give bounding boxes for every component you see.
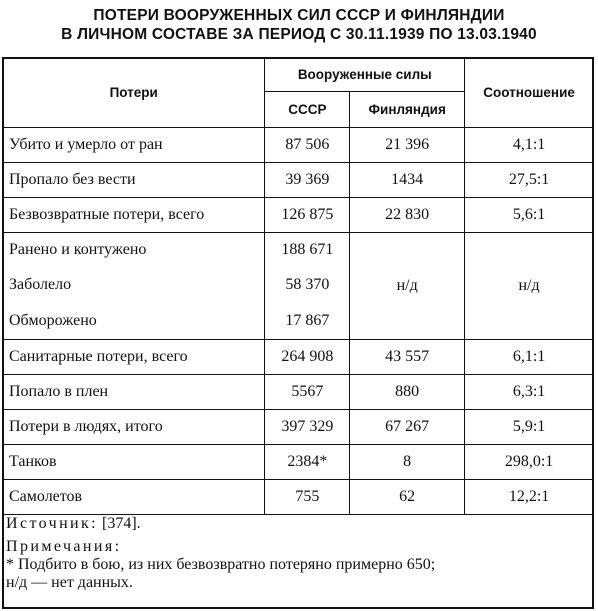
ussr-value: 264 908: [265, 340, 350, 375]
ratio-value: 6,3:1: [465, 375, 594, 410]
finland-merged-value: н/д: [350, 233, 465, 340]
table-title: [0, 6, 598, 44]
source-value: [374].: [102, 515, 141, 532]
row-label: Танков: [3, 445, 265, 480]
ussr-value: 188 671: [265, 233, 350, 268]
ratio-value: 5,9:1: [465, 410, 594, 445]
header-finland: Финляндия: [350, 92, 465, 128]
ussr-value: 87 506: [265, 128, 350, 163]
ratio-value: 5,6:1: [465, 198, 594, 233]
title-line-1: ПОТЕРИ ВООРУЖЕННЫХ СИЛ СССР И ФИНЛЯНДИИ: [93, 7, 505, 24]
source-line: [6, 515, 591, 533]
note-na: н/д — нет данных.: [6, 574, 133, 591]
ussr-value: 17 867: [265, 303, 350, 340]
table-footer: [6, 515, 591, 592]
ratio-value: 4,1:1: [465, 128, 594, 163]
row-label: Убито и умерло от ран: [3, 128, 265, 163]
ussr-value: 2384*: [265, 445, 350, 480]
finland-value: 62: [350, 480, 465, 515]
row-label: Безвозвратные потери, всего: [3, 198, 265, 233]
title-line-2: В ЛИЧНОМ СОСТАВЕ ЗА ПЕРИОД С 30.11.1939 ПО 13.03.1940: [61, 26, 537, 43]
note-asterisk: * Подбито в бою, из них безвозвратно потеряно примерно 650;: [6, 556, 436, 573]
header-losses: Потери: [3, 58, 265, 128]
finland-value: 67 267: [350, 410, 465, 445]
header-armed-forces: Вооруженные силы: [265, 58, 465, 92]
finland-value: 1434: [350, 163, 465, 198]
row-label: Пропало без вести: [3, 163, 265, 198]
notes-label: Примечания:: [6, 538, 122, 555]
row-label: Ранено и контужено: [3, 233, 265, 268]
row-label: Потери в людях, итого: [3, 410, 265, 445]
finland-value: 21 396: [350, 128, 465, 163]
finland-value: 22 830: [350, 198, 465, 233]
row-label: Заболело: [3, 267, 265, 303]
ussr-value: 39 369: [265, 163, 350, 198]
header-ratio: Соотношение: [465, 58, 594, 128]
ratio-value: 27,5:1: [465, 163, 594, 198]
finland-value: 8: [350, 445, 465, 480]
finland-value: 43 557: [350, 340, 465, 375]
ratio-merged-value: н/д: [465, 233, 594, 340]
row-label: Санитарные потери, всего: [3, 340, 265, 375]
ussr-value: 126 875: [265, 198, 350, 233]
row-label: Попало в плен: [3, 375, 265, 410]
header-ussr: СССР: [265, 92, 350, 128]
finland-value: 880: [350, 375, 465, 410]
ussr-value: 397 329: [265, 410, 350, 445]
row-label: Обморожено: [3, 303, 265, 340]
ratio-value: 298,0:1: [465, 445, 594, 480]
row-label: Самолетов: [3, 480, 265, 515]
ratio-value: 12,2:1: [465, 480, 594, 515]
ratio-value: 6,1:1: [465, 340, 594, 375]
ussr-value: 58 370: [265, 267, 350, 303]
ussr-value: 755: [265, 480, 350, 515]
ussr-value: 5567: [265, 375, 350, 410]
source-label: Источник:: [6, 515, 99, 532]
